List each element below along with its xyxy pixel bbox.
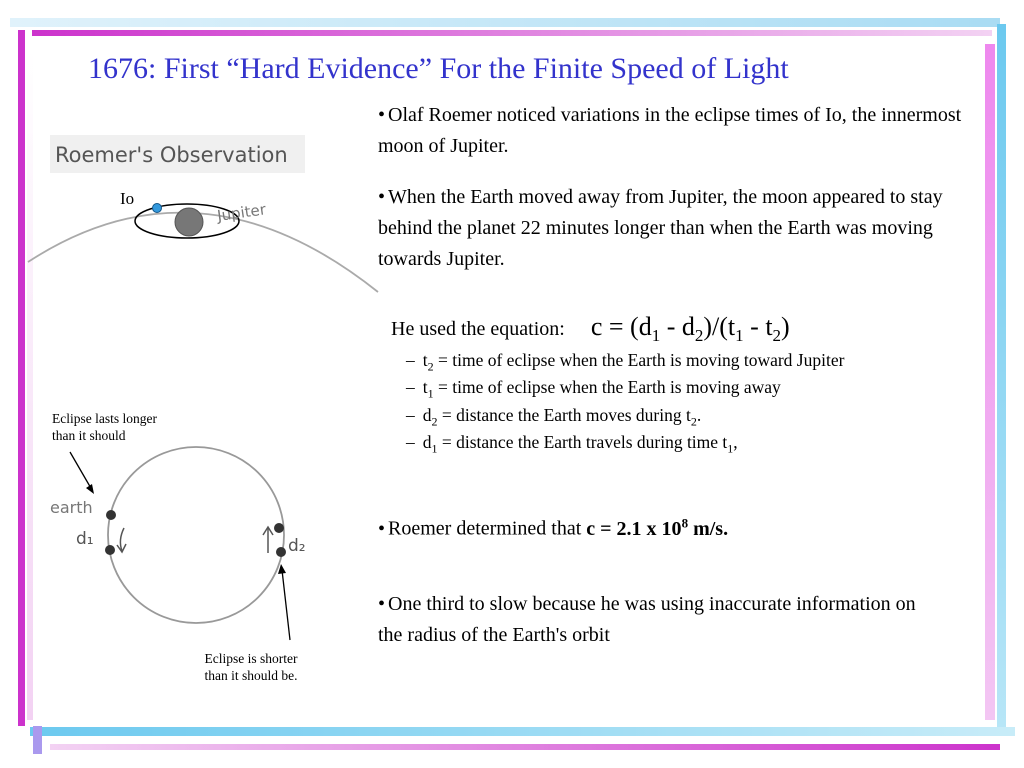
equation-intro: He used the equation:: [391, 318, 565, 340]
bottom-accent-bar: [50, 744, 1000, 750]
bullet-one-third: • One third to slow because he was using inaccurate information on the radius of the Earth's orbit: [378, 589, 938, 651]
eclipse-longer-caption: [52, 410, 157, 444]
earth-dot-2: [105, 545, 115, 555]
eclipse-longer-line-2: than it should: [52, 428, 126, 443]
jupiter-icon: [175, 208, 203, 236]
slide-title: 1676: First “Hard Evidence” For the Finite Speed of Light: [88, 52, 789, 85]
def-d1: – $d_1$ = distance the Earth travels during time $t_1$,: [406, 432, 738, 456]
right-decor-bar: [997, 24, 1006, 731]
equation-line: [391, 312, 790, 346]
earth-orbit: [108, 447, 284, 623]
def-t1: – $t_1$ = time of eclipse when the Earth is moving away: [406, 377, 781, 401]
d1-label: d₁: [76, 529, 94, 549]
eclipse-shorter-caption: [189, 650, 313, 684]
equation-formula: $c = (d_1 - d_2)/(t_1 - t_2)$: [590, 312, 790, 346]
eclipse-longer-line-1: Eclipse lasts longer: [52, 411, 157, 426]
def-t2: – $t_2$ = time of eclipse when the Earth is moving toward Jupiter: [406, 350, 845, 374]
earth-dot-3: [274, 523, 284, 533]
bottom-corner-square: [33, 726, 42, 754]
eclipse-shorter-line-1: Eclipse is shorter: [204, 651, 298, 666]
d2-label: d₂: [288, 536, 306, 556]
def-d2: – $d_2$ = distance the Earth moves during $t_2$.: [406, 405, 702, 429]
earth-dot-1: [106, 510, 116, 520]
earth-label: earth: [50, 498, 93, 517]
roemer-diagram: [0, 0, 400, 720]
longer-pointer-arrowhead: [86, 484, 94, 494]
eclipse-shorter-line-2: than it should be.: [204, 668, 298, 683]
jupiter-label: Jupiter: [216, 200, 267, 225]
bullet-olaf-roemer: • Olaf Roemer noticed variations in the eclipse times of Io, the innermost moon of Jupiter.: [378, 100, 983, 162]
right-accent-bar: [985, 44, 995, 720]
longer-pointer-line: [70, 452, 92, 490]
earth-dot-4: [276, 547, 286, 557]
shorter-pointer-line: [282, 570, 290, 640]
bullet-earth-moved: • When the Earth moved away from Jupiter, the moon appeared to stay behind the planet 22 minutes longer than when the Earth was moving towards Jupiter.: [378, 182, 978, 275]
bullet-roemer-determined: • Roemer determined that c = 2.1 x $10^8$ m/s.: [378, 507, 978, 545]
bottom-decor-bar: [30, 727, 1015, 736]
io-moon-icon: [153, 204, 162, 213]
diagram-heading: Roemer's Observation: [55, 143, 288, 167]
io-label: Io: [120, 189, 135, 208]
